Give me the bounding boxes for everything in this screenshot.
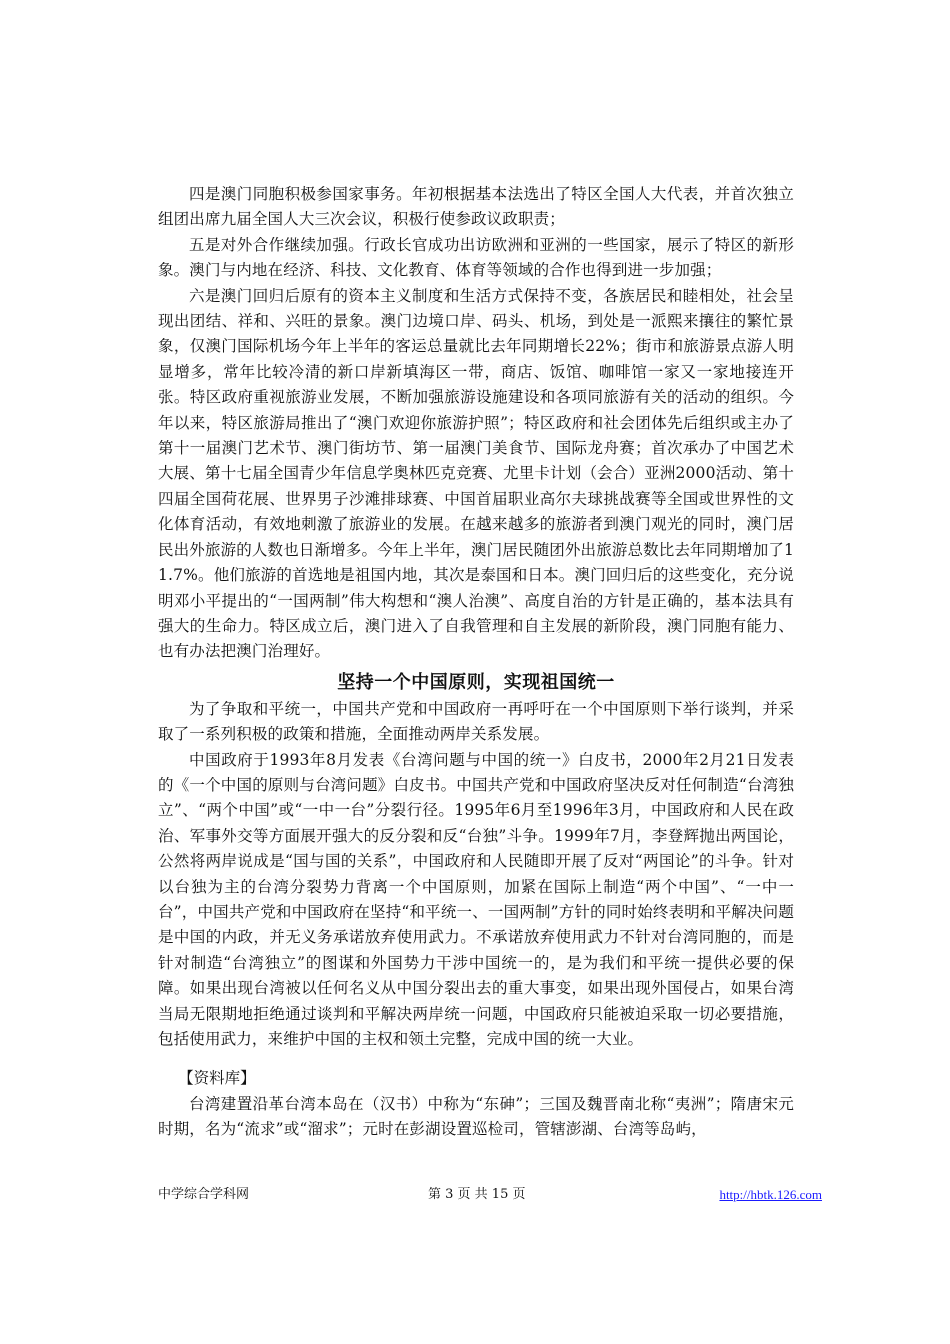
footer-url-link[interactable]: http://hbtk.126.com [719,1187,822,1202]
document-body [158,182,794,1143]
section-title: 坚持一个中国原则，实现祖国统一 [337,671,615,693]
macau-paragraph-4: 四是澳门同胞积极参国家事务。年初根据基本法选出了特区全国人大代表，并首次独立组团出席九届全国人大三次会议，积极行使参政议政职责； [158,185,794,229]
page-footer [158,1184,822,1206]
section-spacer [158,1052,794,1066]
reference-paragraph: 台湾建置沿革台湾本岛在（汉书）中称为“东砷”；三国及魏晋南北称“夷洲”；隋唐宋元时期，名为“流求”或“溜求”；元时在彭湖设置巡检司，管辖澎湖、台湾等岛屿， [158,1094,794,1139]
macau-paragraph-5: 五是对外合作继续加强。行政长官成功出访欧洲和亚洲的一些国家，展示了特区的新形象。澳门与内地在经济、科技、文化教育、体育等领域的合作也得到进一步加强； [158,235,794,280]
taiwan-paragraph-1: 为了争取和平统一，中国共产党和中国政府一再呼吁在一个中国原则下举行谈判，并采取了一系列积极的政策和措施，全面推动两岸关系发展。 [158,699,794,744]
footer-site-name: 中学综合学科网 [158,1187,250,1202]
footer-page-number: 第 3 页 共 15 页 [428,1187,526,1202]
macau-paragraph-6: 六是澳门回归后原有的资本主义制度和生活方式保持不变，各族居民和睦相处，社会呈现出团结、祥和、兴旺的景象。澳门边境口岸、码头、机场，到处是一派熙来攘往的繁忙景象，仅澳门国际机场今年上半年的客运总量就比去年同期增长22%；街市和旅游景点游人明显增多，常年比较冷清的新口岸新填海区一带，商店、饭馆、咖啡馆一家又一家地接连开张。特区政府重视旅游业发展，不断加强旅游设施建设和各项同旅游有关的活动的组织。今年以来，特区旅游局推出了“澳门欢迎你旅游护照”；特区政府和社会团体先后组织或主办了第十一届澳门艺术节、澳门街坊节、第一届澳门美食节、国际龙舟赛；首次承办了中国艺术大展、第十七届全国青少年信息学奥林匹克竞赛、尤里卡计划（会合）亚洲2000活动、第十四届全国荷花展、世界男子沙滩排球赛、中国首届职业高尔夫球挑战赛等全国或世界性的文化体育活动，有效地刺激了旅游业的发展。在越来越多的旅游者到澳门观光的同时，澳门居民出外旅游的人数也日渐增多。今年上半年，澳门居民随团外出旅游总数比去年同期增加了11.7%。他们旅游的首选地是祖国内地，其次是泰国和日本。澳门回归后的这些变化，充分说明邓小平提出的“一国两制”伟大构想和“澳人治澳”、高度自治的方针是正确的，基本法具有强大的生命力。特区成立后，澳门进入了自我管理和自主发展的新阶段，澳门同胞有能力、也有办法把澳门治理好。 [158,286,795,661]
reference-heading: 【资料库】 [178,1069,256,1088]
taiwan-paragraph-2: 中国政府于1993年8月发表《台湾问题与中国的统一》白皮书，2000年2月21日发表的《一个中国的原则与台湾问题》白皮书。中国共产党和中国政府坚决反对任何制造“台湾独立”、“两个中国”或“一中一台”分裂行径。1995年6月至1996年3月，中国政府和人民在政治、军事外交等方面展开强大的反分裂和反“台独”斗争。1999年7月，李登辉抛出两国论，公然将两岸说成是“国与国的关系”，中国政府和人民随即开展了反对“两国论”的斗争。针对以台独为主的台湾分裂势力背离一个中国原则，加紧在国际上制造“两个中国”、“一中一台”，中国共产党和中国政府在坚持“和平统一、一国两制”方针的同时始终表明和平解决问题是中国的内政，并无义务承诺放弃使用武力。不承诺放弃使用武力不针对台湾同胞的，而是针对制造“台湾独立”的图谋和外国势力干涉中国统一的，是为我们和平统一提供必要的保障。如果出现台湾被以任何名义从中国分裂出去的重大事变，如果出现外国侵占，如果台湾当局无限期地拒绝通过谈判和平解决两岸统一问题，中国政府只能被迫采取一切必要措施，包括使用武力，来维护中国的主权和领土完整，完成中国的统一大业。 [158,750,794,1048]
